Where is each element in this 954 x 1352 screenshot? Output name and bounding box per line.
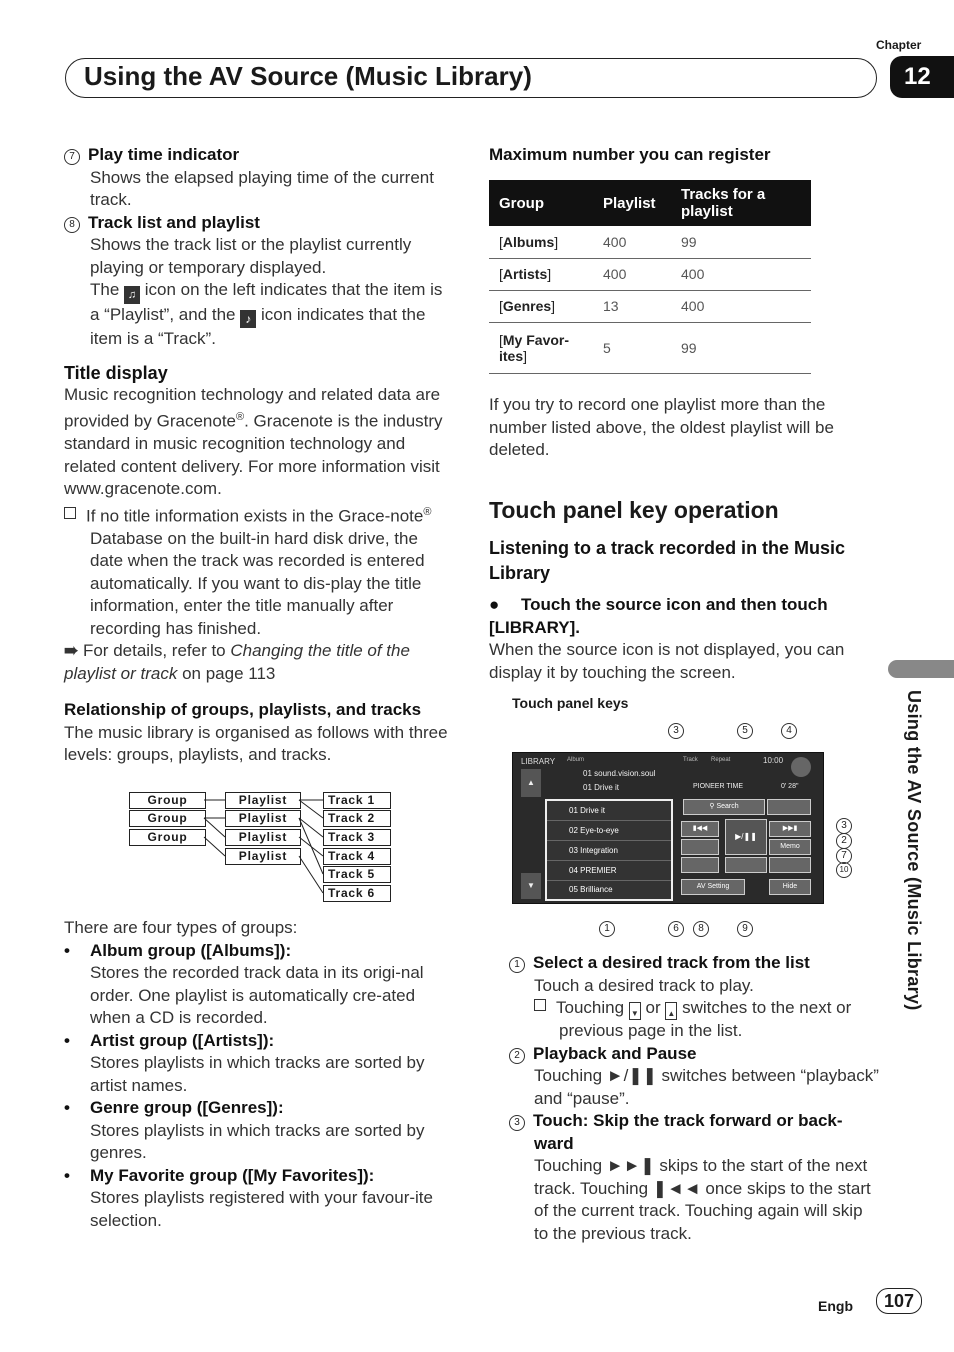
page-title: Using the AV Source (Music Library): [84, 61, 532, 91]
max-heading: Maximum number you can register: [489, 145, 771, 164]
callout-6: [668, 919, 692, 937]
group-types: [64, 917, 454, 1232]
step-description: When the source icon is not displayed, you can display it by touching the screen.: [489, 640, 845, 682]
screen-list-item[interactable]: 04 PREMIER: [547, 861, 671, 881]
group-box: Group: [129, 810, 206, 827]
table-cell: 400: [593, 226, 671, 258]
table-row: [489, 258, 811, 290]
screen-list-toggle-button[interactable]: [767, 799, 811, 815]
type-title: • My Favorite group ([My Favorites]):: [64, 1165, 375, 1185]
search-icon: ⚲: [709, 803, 717, 810]
type-text: Stores playlists in which tracks are sorted by genres.: [90, 1120, 425, 1162]
item-num: 3: [509, 1115, 525, 1131]
item-num: 2: [509, 1048, 525, 1064]
screen-clock: 10:00: [763, 756, 784, 765]
callout-num: 10: [836, 862, 852, 878]
type-text: Stores the recorded track data in its origi-nal order. One playlist is automatically cre-ated when a CD is recorded.: [90, 963, 424, 1027]
touch-item-text: Touching ►►❚ skips to the start of the next track. Touching ❚◄◄ once skips to the start of the current track. Touching again will skip to the previous track.: [534, 1156, 871, 1243]
table-cell: [My Favor-ites]: [489, 322, 593, 373]
item8-text2b: icon on the left indicates that the item is a “Playlist”, and the: [90, 280, 443, 324]
track-box: Track 4: [323, 848, 391, 865]
chapter-number: 12: [890, 56, 954, 98]
table-header: Tracks for a playlist: [671, 180, 811, 226]
callout-5: [737, 721, 761, 739]
title-display-bullet: If no title information exists in the Grace-note® Database on the built-in hard disk drive, the date when the track was recorded is entered automatically. If you want to dis-play the title information, enter the title manually after recording has finished.: [64, 501, 454, 641]
item8-text2a: The: [90, 280, 120, 299]
callout-num: 9: [737, 921, 753, 937]
screen-search-button[interactable]: [683, 799, 765, 815]
callout-num: 1: [599, 921, 615, 937]
screen-list-item[interactable]: 01 Drive it: [547, 801, 671, 821]
screen-library-label: LIBRARY: [521, 757, 556, 766]
table-cell: 400: [671, 290, 811, 322]
arrow-ref-icon: ➠: [64, 641, 83, 661]
checkbox-bullet-icon: [534, 999, 546, 1011]
type-0-title: Album group ([Albums]):: [90, 940, 292, 960]
type-title: • Artist group ([Artists]):: [64, 1030, 275, 1050]
page-number: 107: [876, 1288, 922, 1314]
types-intro: There are four types of groups:: [64, 918, 298, 937]
step-heading: [489, 594, 869, 639]
td-bullet-b: Database on the built-in hard disk drive, the date when the track was recorded is entered automatically. If you want to dis-play the title information, enter the title manually after recording has finished.: [90, 528, 425, 638]
callout-10: [836, 860, 860, 878]
callout-num: 7: [836, 848, 852, 864]
chapter-label: Chapter: [876, 38, 922, 52]
touch-panel-screenshot: [512, 752, 824, 904]
table-cell: 13: [593, 290, 671, 322]
item-num: 1: [509, 957, 525, 973]
screen-repeat-label: Repeat: [711, 757, 731, 763]
callout-num: 8: [693, 921, 709, 937]
page-up-icon: ▲: [665, 1002, 677, 1020]
touch-item-title: [509, 1043, 879, 1066]
item7-text: Shows the elapsed playing time of the current track.: [90, 167, 434, 209]
track-box: Track 2: [323, 810, 391, 827]
td-ref-pre: For details, refer to: [82, 641, 231, 661]
screen-source-icon[interactable]: [791, 757, 811, 777]
group-box: Group: [129, 792, 206, 809]
table-cell: 99: [671, 322, 811, 373]
callout-num: 2: [836, 833, 852, 849]
num-8: 8: [64, 217, 80, 233]
type-text: Stores playlists in which tracks are sorted by artist names.: [90, 1053, 425, 1095]
track-box: Track 3: [323, 829, 391, 846]
td-bullet-a: If no title information exists in the Grace-note: [86, 506, 424, 526]
type-1-title: Artist group ([Artists]):: [90, 1030, 275, 1050]
cell-group: Albums: [502, 233, 555, 250]
listen-heading: Listening to a track recorded in the Music Library: [489, 538, 846, 583]
touch-item-title: [509, 1110, 879, 1155]
item-1-sub-a: Touching: [556, 998, 625, 1017]
bullet-dot-icon: ●: [489, 595, 500, 614]
td-ref-link[interactable]: Changing the title of the playlist or track: [64, 641, 410, 683]
playlist-box: Playlist: [225, 792, 301, 809]
figure-label: Touch panel keys: [512, 695, 629, 711]
item8-title: Track list and playlist: [88, 212, 260, 232]
table-header-row: [489, 180, 811, 226]
item7-title: Play time indicator: [88, 145, 240, 164]
table-note: If you try to record one playlist more than the number listed above, the oldest playlist will be deleted.: [489, 395, 834, 459]
table-row: [489, 290, 811, 322]
cell-group: Genres: [502, 298, 552, 314]
screen-album-label: Album: [567, 757, 585, 763]
register-table: [489, 180, 811, 374]
type-title: • Genre group ([Genres]):: [64, 1098, 284, 1117]
item-1-title: Select a desired track from the list: [533, 953, 810, 972]
callout-3: [668, 721, 692, 739]
playlist-box: Playlist: [225, 810, 301, 827]
page-down-icon: ▼: [629, 1002, 641, 1020]
playlist-icon: ♫: [124, 286, 140, 304]
callout-9: [737, 919, 761, 937]
table-cell: [Albums]: [489, 226, 593, 258]
table-header: Playlist: [593, 180, 671, 226]
callout-8: [693, 919, 717, 937]
screen-list-item[interactable]: 02 Eye-to-eye: [547, 821, 671, 841]
screen-up-icon[interactable]: ▲: [521, 769, 541, 797]
table-cell: 400: [671, 258, 811, 290]
item-1-sub-c: switches to the next or previous page in the list.: [559, 998, 852, 1040]
callout-num: 5: [737, 723, 753, 739]
callout-4: [781, 721, 805, 739]
playlist-box: Playlist: [225, 848, 301, 865]
title-display-text: Music recognition technology and related data are provided by Gracenote®. Gracenote is the industry standard in music recognition technology and related content delivery. For more information visit www.gracenote.com.: [64, 384, 443, 499]
callout-num: 3: [836, 818, 852, 834]
screen-track-list: [545, 799, 673, 901]
table-cell: [Genres]: [489, 290, 593, 322]
callout-1: [599, 919, 623, 937]
table-row: [489, 322, 811, 373]
table-cell: [Artists]: [489, 258, 593, 290]
touch-heading: Touch panel key operation: [489, 497, 779, 523]
type-2-title: Genre group ([Genres]):: [90, 1098, 284, 1117]
item8-text: Shows the track list or the playlist currently playing or temporary displayed.: [90, 235, 412, 277]
callout-num: 6: [668, 921, 684, 937]
screen-memo-button[interactable]: Memo: [769, 839, 811, 855]
screen-random-button[interactable]: [681, 857, 719, 873]
screen-info-track: 01 Drive it: [583, 783, 620, 792]
side-section-title: Using the AV Source (Music Library): [904, 690, 924, 1011]
screen-list-item[interactable]: 03 Integration: [547, 841, 671, 861]
table-cell: 5: [593, 322, 671, 373]
item-2-title: Playback and Pause: [533, 1043, 697, 1063]
item-3-title: Touch: Skip the track forward or back-ward: [533, 1111, 843, 1153]
screen-repeat-button[interactable]: [681, 839, 719, 855]
item-1-sub-b: or: [645, 998, 661, 1017]
screen-scan-button[interactable]: [725, 857, 767, 873]
screen-search-label: Search: [716, 803, 739, 810]
screen-track-label: Track: [683, 757, 698, 763]
callout-num: 3: [668, 723, 684, 739]
td-p1b: . Gracenote is the industry standard in music recognition technology and related content delivery. For more information visit www.gracenote.com.: [64, 411, 443, 499]
type-text: Stores playlists registered with your favour-ite selection.: [90, 1188, 433, 1230]
screen-list-item[interactable]: 05 Brilliance: [569, 885, 613, 894]
screen-artist: PIONEER TIME: [693, 783, 744, 790]
td-p1a: Music recognition technology and related data are provided by Gracenote: [64, 384, 441, 431]
touch-item-title: [509, 952, 879, 975]
step-text: Touch the source icon and then touch [LIBRARY].: [489, 595, 828, 637]
table-cell: 400: [593, 258, 671, 290]
track-box: Track 6: [323, 885, 391, 902]
type-3-title: My Favorite group ([My Favorites]):: [90, 1165, 375, 1185]
relationship-heading: Relationship of groups, playlists, and tracks: [64, 700, 422, 720]
callout-num: 4: [781, 723, 797, 739]
touch-item-text: Touching ►/❚❚ switches between “playback” and “pause”.: [534, 1066, 879, 1108]
relationship-text: The music library is organised as follows with three levels: groups, playlists, and tracks.: [64, 722, 448, 765]
playlist-box: Playlist: [225, 829, 301, 846]
touch-item-sub: [509, 997, 879, 1043]
screen-prev-button[interactable]: ▮◀◀: [681, 821, 719, 837]
screen-elapsed: 0' 28": [781, 783, 799, 790]
item8-text2c: icon indicates that the item is a “Track”.: [90, 305, 426, 348]
type-title: • Album group ([Albums]):: [64, 940, 292, 960]
touch-items: [509, 952, 879, 1245]
footer-lang: Engb: [818, 1298, 853, 1314]
track-box: Track 5: [323, 866, 391, 883]
table-row: [489, 226, 811, 258]
cell-group: My Favor-ites: [499, 331, 570, 364]
touch-item-text: Touch a desired track to play.: [534, 975, 754, 995]
td-ref-post: on page 113: [177, 663, 276, 683]
track-box: Track 1: [323, 792, 391, 809]
title-display-heading: Title display: [64, 362, 168, 383]
screen-av-setting-button[interactable]: AV Setting: [681, 879, 745, 895]
group-box: Group: [129, 829, 206, 846]
cell-group: Artists: [502, 266, 548, 282]
screen-next-button[interactable]: ▶▶▮: [769, 821, 811, 837]
table-header: Group: [489, 180, 593, 226]
screen-hide-button[interactable]: Hide: [769, 879, 811, 895]
num-7: 7: [64, 149, 80, 165]
screen-info-album: 01 sound.vision.soul: [583, 769, 656, 778]
screen-extra-button[interactable]: [769, 857, 811, 873]
table-cell: 99: [671, 226, 811, 258]
screen-play-pause-button[interactable]: ▶/❚❚: [725, 819, 767, 855]
track-icon: ♪: [240, 310, 256, 328]
screen-down-icon[interactable]: ▼: [521, 873, 541, 899]
